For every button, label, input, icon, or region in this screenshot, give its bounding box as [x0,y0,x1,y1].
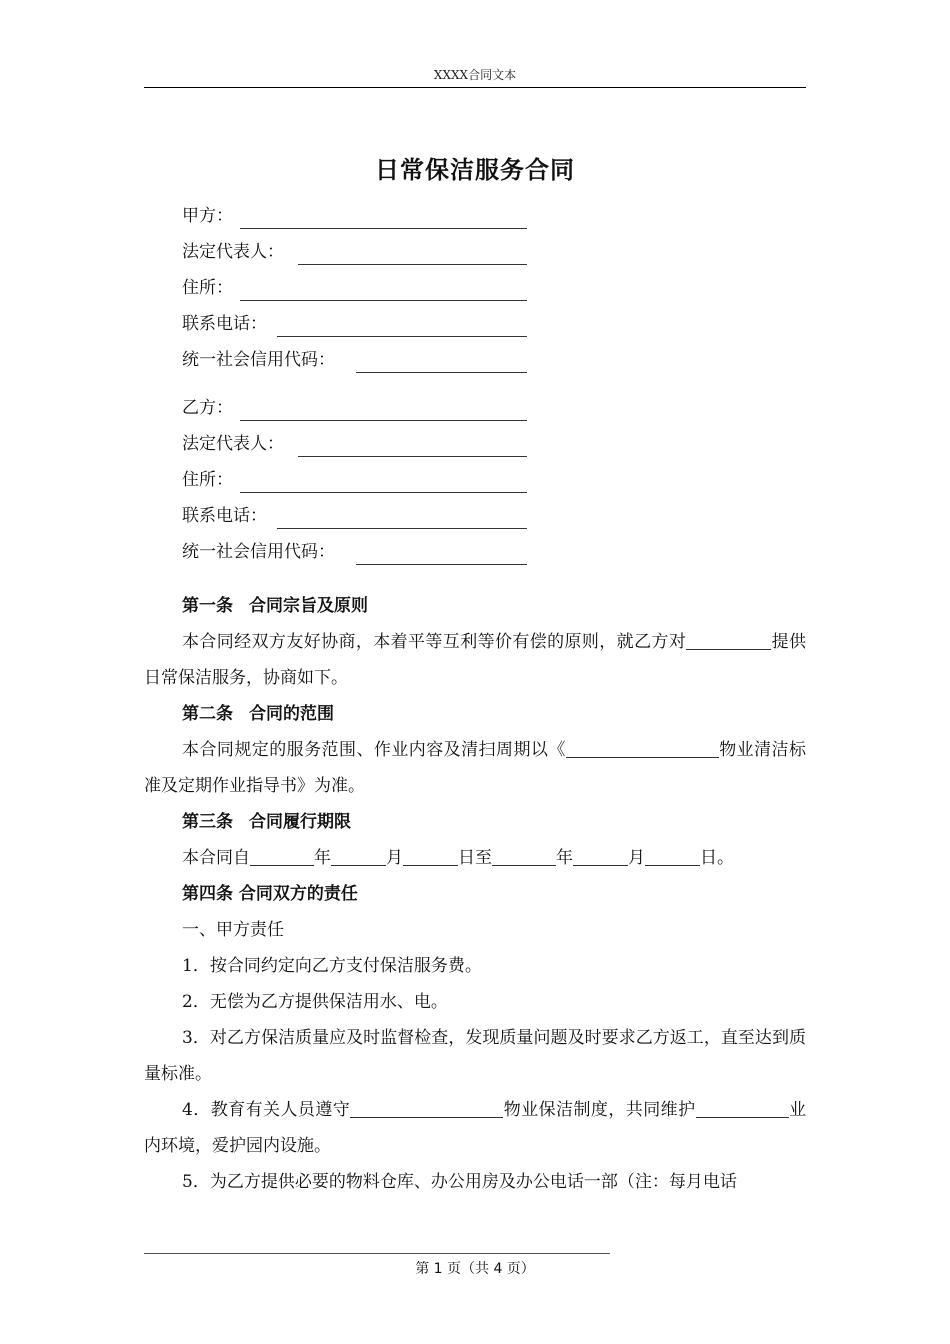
duty-item-4-blank-2 [696,1100,772,1118]
duty-item-4-text-1: 4．教育有关人员遵守 [182,1100,351,1120]
article-1-blank [686,632,754,650]
term-year-label-2: 年 [556,848,573,868]
party-b-phone-field [182,503,527,529]
article-1-paragraph [144,624,806,696]
party-b-rep-label: 法定代表人： [182,434,284,454]
party-b-address-blank [240,491,527,493]
party-a-rep-blank [298,263,527,265]
party-b-address-label: 住所： [182,470,233,490]
page-number: 第 1 页（共 4 页） [415,1261,535,1277]
article-2-heading [144,696,806,732]
duty-item-4-blank-2-cont [772,1100,789,1118]
party-a-phone-label: 联系电话： [182,314,267,334]
party-a-credit-code-blank [356,371,527,373]
party-a-address-blank [240,299,527,301]
party-b-name-field [182,395,527,421]
party-b-credit-code-label: 统一社会信用代码： [182,542,335,562]
end-year-blank [492,848,556,866]
article-4-heading: 第四条 合同双方的责任 [182,884,358,904]
duty-item-1: 1．按合同约定向乙方支付保洁服务费。 [182,956,482,976]
party-a-name-label: 甲方： [182,206,233,226]
article-2-title: 合同的范围 [249,704,334,724]
start-year-blank [250,848,314,866]
end-month-blank [573,848,628,866]
article-1-heading [144,588,806,624]
article-1-title: 合同宗旨及原则 [249,596,368,616]
party-b-phone-label: 联系电话： [182,506,267,526]
term-month-label-2: 月 [628,848,645,868]
contract-body [144,588,806,1200]
party-b-credit-code-blank [356,563,527,565]
term-year-label-1: 年 [314,848,331,868]
party-a-phone-field [182,311,527,337]
end-day-blank [645,848,700,866]
article-2-blank [566,740,719,758]
term-text-start: 本合同自 [182,848,250,868]
footer-divider [144,1253,610,1254]
party-a-address-field [182,275,527,301]
party-a-address-label: 住所： [182,278,233,298]
party-b-address-field [182,467,527,493]
duty-item-2: 2．无偿为乙方提供保洁用水、电。 [182,992,448,1012]
party-a-credit-code-field [182,347,527,373]
page-header: XXXX合同文本 [433,68,517,82]
party-b-rep-field [182,431,527,457]
party-a-phone-blank [277,335,527,337]
party-a-name-field [182,203,527,229]
party-b-rep-blank [298,455,527,457]
duty-item-5: 5．为乙方提供必要的物料仓库、办公用房及办公电话一部（注：每月电话 [182,1172,737,1192]
article-1-text-1: 本合同经双方友好协商，本着平等互利等价有偿的原则，就乙方对 [182,632,687,652]
term-day-label-1: 日至 [458,848,492,868]
term-month-label-1: 月 [386,848,403,868]
article-1-blank-cont [754,632,771,650]
party-a-name-blank [240,227,527,229]
party-b-credit-code-field [182,539,527,565]
article-2-text-2: 物业清洁标准及定期作业指导书》为准。 [144,740,807,796]
party-b-name-label: 乙方： [182,398,233,418]
duty-item-4-blank-1 [350,1100,503,1118]
article-2-text-1: 本合同规定的服务范围、作业内容及清扫周期以《 [182,740,566,760]
party-a-rep-label: 法定代表人： [182,242,284,262]
article-3-paragraph [144,840,806,876]
article-1-text-2: 提供日常保洁服务，协商如下。 [144,632,807,688]
duty-item-4 [144,1092,806,1164]
party-a-duties-heading: 一、甲方责任 [182,920,284,940]
start-day-blank [403,848,458,866]
article-3-number: 第三条 [182,812,233,832]
start-month-blank [331,848,386,866]
duty-item-3: 3．对乙方保洁质量应及时监督检查，发现质量问题及时要求乙方返工，直至达到质量标准。 [144,1028,806,1084]
party-a-credit-code-label: 统一社会信用代码： [182,350,335,370]
document-title: 日常保洁服务合同 [375,156,575,184]
party-b-phone-blank [277,527,527,529]
article-2-number: 第二条 [182,704,233,724]
article-1-number: 第一条 [182,596,233,616]
party-b-name-blank [240,419,527,421]
duty-item-4-text-3: 业内环境，爱护园内设施。 [144,1100,807,1156]
article-2-paragraph [144,732,806,804]
article-3-title: 合同履行期限 [249,812,351,832]
term-day-label-2: 日。 [700,848,734,868]
duty-item-4-text-2: 物业保洁制度，共同维护 [503,1100,696,1120]
article-3-heading [144,804,806,840]
header-divider [144,87,806,88]
party-a-rep-field [182,239,527,265]
